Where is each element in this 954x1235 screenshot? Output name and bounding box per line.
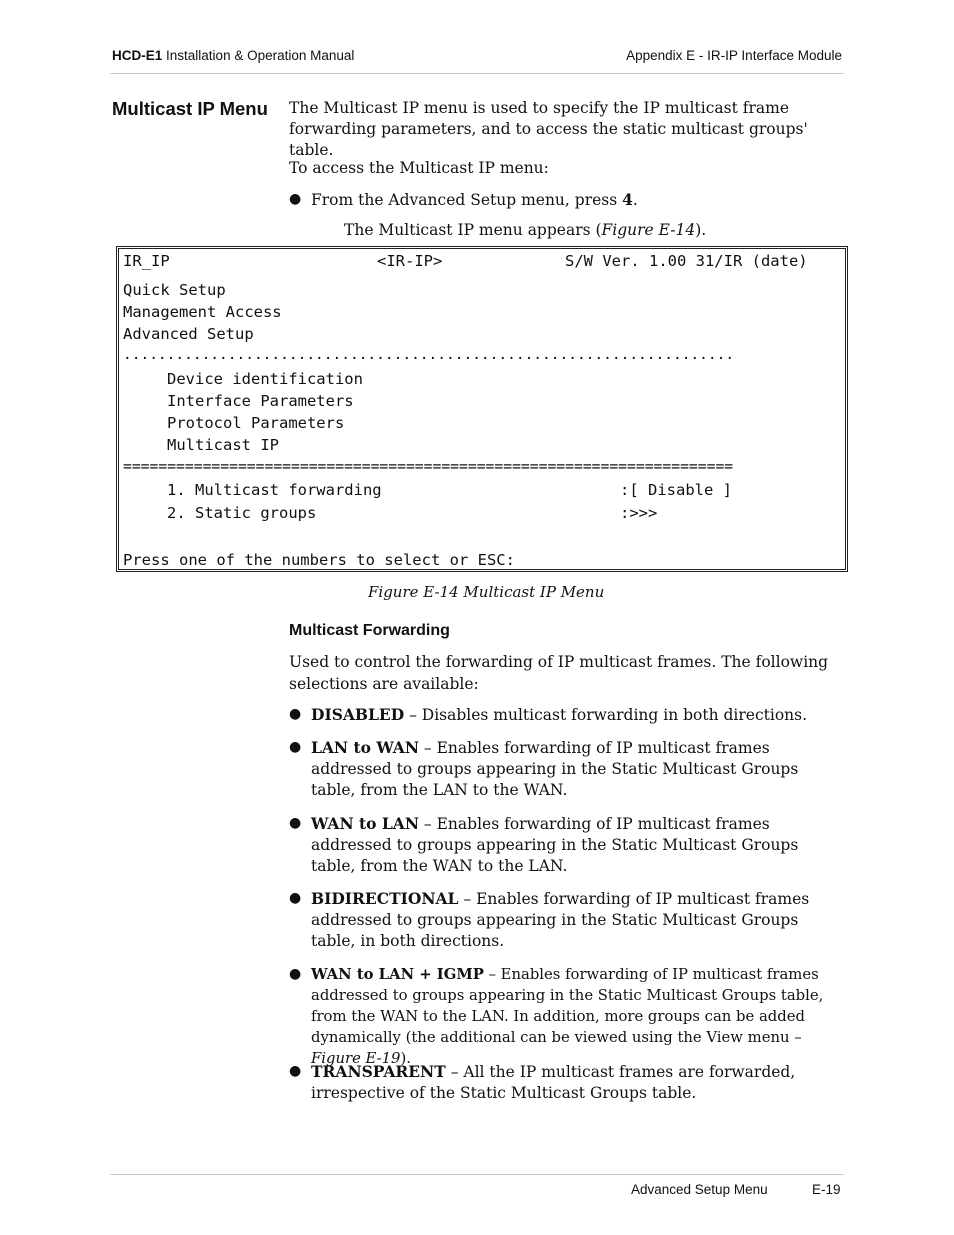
page-number: E-19	[812, 1182, 841, 1197]
option-name: LAN to WAN	[311, 738, 419, 757]
footer-rule	[110, 1174, 844, 1175]
option-description: – Enables forwarding of IP multicast frames addressed to groups appearing in the Static Multicast Groups table, in both directions.	[311, 890, 810, 950]
option-name: DISABLED	[311, 705, 405, 724]
list-item	[289, 888, 834, 952]
subsection-title: Multicast Forwarding	[289, 622, 450, 639]
bullet-icon: ●	[289, 706, 302, 722]
terminal-device-type: <IR-IP>	[377, 252, 443, 270]
running-header-right: Appendix E - IR-IP Interface Module	[626, 48, 842, 63]
bullet-icon: ●	[289, 815, 302, 831]
running-header-left	[112, 48, 354, 63]
appears-prefix: The Multicast IP menu appears (	[344, 221, 602, 239]
figure-reference-text	[344, 220, 706, 241]
list-item	[289, 704, 834, 726]
list-item	[289, 964, 834, 1069]
list-item	[289, 1061, 834, 1104]
submenu-multicast-ip: Multicast IP	[167, 436, 279, 454]
option-description: – Enables forwarding of IP multicast frames addressed to groups appearing in the Static Multicast Groups table, from the LAN to the WAN.	[311, 739, 799, 799]
option-static-groups-value: :>>>	[620, 504, 658, 522]
figure-ref: Figure E-14	[601, 221, 696, 239]
bullet-icon: ●	[289, 966, 302, 982]
product-name: HCD-E1	[112, 48, 163, 63]
access-step	[289, 189, 834, 211]
option-description-tail: ).	[400, 1050, 411, 1067]
footer-section: Advanced Setup Menu	[631, 1182, 768, 1197]
forwarding-intro-line1: Used to control the forwarding of IP multicast frames. The following	[289, 653, 829, 671]
option-name: WAN to LAN + IGMP	[311, 966, 484, 983]
option-name: WAN to LAN	[311, 814, 419, 833]
appears-suffix: ).	[695, 221, 707, 239]
submenu-device-identification: Device identification	[167, 370, 363, 388]
bullet-icon: ●	[289, 739, 302, 755]
option-multicast-forwarding: 1. Multicast forwarding	[167, 481, 382, 499]
section-title: Multicast IP Menu	[112, 98, 268, 119]
submenu-interface-parameters: Interface Parameters	[167, 392, 354, 410]
option-static-groups: 2. Static groups	[167, 504, 317, 522]
figure-caption: Figure E-14 Multicast IP Menu	[368, 583, 605, 601]
equals-separator: =====================================================================	[123, 458, 734, 475]
access-text: To access the Multicast IP menu:	[289, 159, 549, 177]
option-multicast-forwarding-value: :[ Disable ]	[620, 481, 732, 499]
terminal-prompt: Press one of the numbers to select or ESC:	[123, 551, 515, 569]
dotted-separator: ......................................................................	[123, 347, 735, 363]
terminal-device-name: IR_IP	[123, 252, 170, 270]
submenu-protocol-parameters: Protocol Parameters	[167, 414, 345, 432]
bullet-icon: ●	[289, 1063, 302, 1079]
list-item	[289, 737, 834, 801]
list-item	[289, 813, 834, 877]
section-intro: The Multicast IP menu is used to specify the IP multicast frame forwarding parameters, and to access the static multicast groups' table.	[289, 99, 808, 159]
option-description: – Enables forwarding of IP multicast frames addressed to groups appearing in the Static Multicast Groups table, from the WAN to the LAN. In addition, more groups can be added dynamically (the additional can be viewed using the View menu –	[311, 966, 824, 1046]
option-description: – Enables forwarding of IP multicast frames addressed to groups appearing in the Static Multicast Groups table, from the WAN to the LAN.	[311, 815, 799, 875]
terminal-screen	[116, 246, 848, 572]
figure-ref: Figure E-19	[311, 1050, 401, 1067]
step-key: 4	[622, 190, 633, 209]
menu-item-advanced-setup: Advanced Setup	[123, 325, 254, 343]
bullet-icon: ●	[289, 191, 302, 207]
menu-item-management-access: Management Access	[123, 303, 282, 321]
manual-title: Installation & Operation Manual	[166, 48, 355, 63]
step-suffix: .	[632, 191, 638, 209]
option-description: – All the IP multicast frames are forwarded, irrespective of the Static Multicast Groups table.	[311, 1063, 796, 1102]
forwarding-intro-line2: selections are available:	[289, 675, 479, 693]
terminal-version: S/W Ver. 1.00 31/IR (date)	[565, 252, 808, 270]
menu-item-quick-setup: Quick Setup	[123, 281, 226, 299]
option-name: TRANSPARENT	[311, 1062, 446, 1081]
header-rule	[110, 73, 844, 74]
bullet-icon: ●	[289, 890, 302, 906]
option-description: – Disables multicast forwarding in both directions.	[404, 706, 808, 724]
option-name: BIDIRECTIONAL	[311, 889, 459, 908]
step-prefix: From the Advanced Setup menu, press	[311, 191, 623, 209]
